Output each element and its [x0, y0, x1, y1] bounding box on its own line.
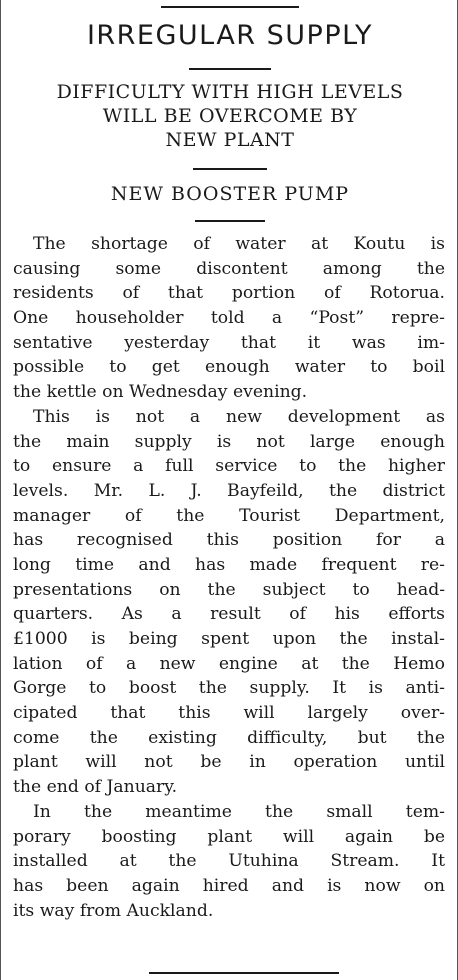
- article-line: residents of that portion of Rotorua.: [13, 283, 445, 304]
- subhead-rule: [193, 168, 267, 170]
- top-rule: [161, 6, 299, 8]
- article-line: quarters. As a result of his efforts: [13, 604, 445, 625]
- article-line: installed at the Utuhina Stream. It: [13, 851, 445, 872]
- article-line: to ensure a full service to the higher: [13, 456, 445, 477]
- article-line: lation of a new engine at the Hemo: [13, 653, 445, 674]
- article-line: has recognised this position for a: [13, 530, 445, 551]
- headline: IRREGULAR SUPPLY: [86, 20, 374, 51]
- article-line: manager of the Tourist Department,: [13, 505, 445, 526]
- article-line: the main supply is not large enough: [13, 431, 445, 452]
- article-line: come the existing difficulty, but the: [13, 727, 445, 748]
- subhead-line: NEW PLANT: [165, 129, 295, 151]
- article-line: levels. Mr. L. J. Bayfeild, the district: [13, 480, 445, 501]
- article-line: plant will not be in operation until: [13, 752, 445, 773]
- article-line: the kettle on Wednesday evening.: [13, 382, 308, 403]
- article-line: cipated that this will largely over-: [13, 703, 445, 724]
- subheadline: [1, 80, 458, 152]
- subhead-line: DIFFICULTY WITH HIGH LEVELS: [56, 81, 404, 103]
- article-line: Gorge to boost the supply. It is anti-: [13, 678, 445, 699]
- section-heading: NEW BOOSTER PUMP: [110, 183, 350, 205]
- bottom-rule: [149, 972, 339, 974]
- article-line: £1000 is being spent upon the instal-: [13, 629, 445, 649]
- article-line: This is not a new development as: [33, 406, 445, 427]
- article-line: One householder told a “Post” repre-: [13, 308, 445, 329]
- article-line: possible to get enough water to boil: [13, 357, 445, 378]
- article-line: its way from Auckland.: [13, 900, 214, 921]
- article-line: presentations on the subject to head-: [13, 579, 445, 600]
- headline-rule: [189, 68, 271, 70]
- subhead-line: WILL BE OVERCOME BY: [102, 105, 358, 127]
- section-rule: [195, 220, 265, 222]
- article-line: causing some discontent among the: [13, 258, 445, 279]
- article-line: sentative yesterday that it was im-: [13, 332, 445, 353]
- article-line: In the meantime the small tem-: [33, 801, 445, 822]
- article-body: [13, 232, 445, 923]
- article-line: The shortage of water at Koutu is: [33, 234, 445, 254]
- article-line: porary boosting plant will again be: [13, 826, 445, 847]
- article-line: the end of January.: [13, 777, 178, 798]
- article-line: long time and has made frequent re-: [13, 554, 445, 575]
- article-line: has been again hired and is now on: [13, 875, 445, 896]
